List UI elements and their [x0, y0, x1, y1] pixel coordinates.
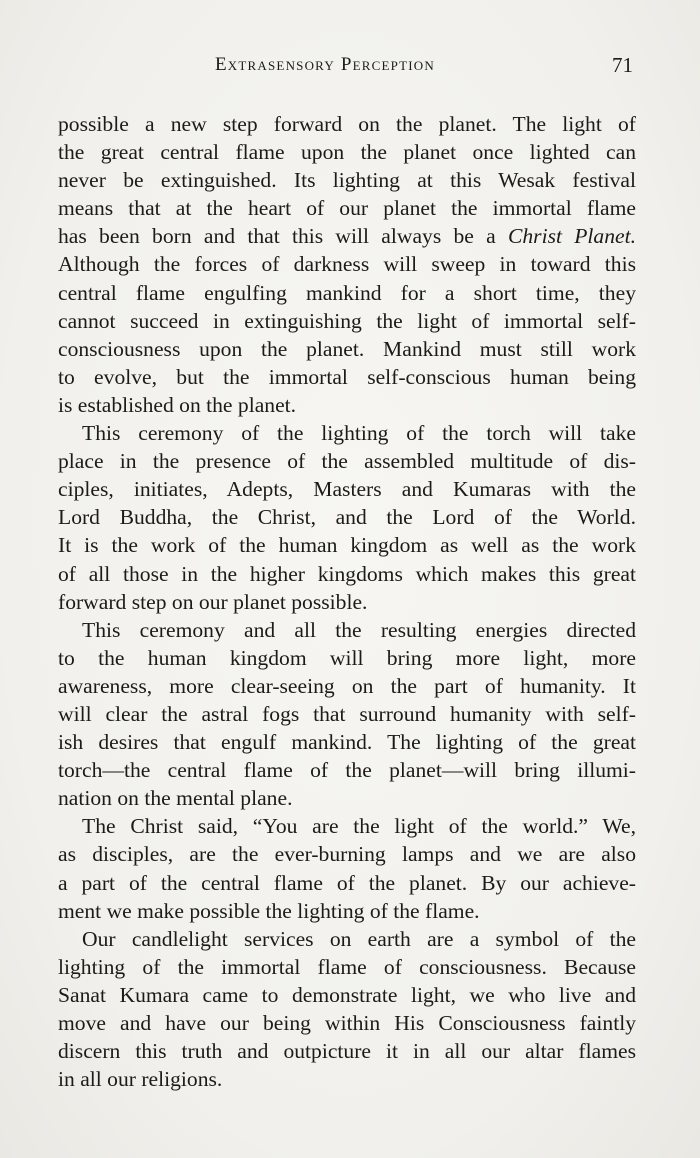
paragraph-1: [58, 110, 636, 419]
text-line: awareness, more clear-seeing on the part of humanity. It: [58, 673, 636, 698]
text-line: forward step on our planet possible.: [58, 589, 368, 614]
text-line: Our candlelight services on earth are a symbol of the: [82, 926, 636, 951]
paragraph-5: [58, 925, 636, 1094]
text-line: consciousness upon the planet. Mankind must still work: [58, 336, 636, 361]
running-title: Extrasensory Perception: [215, 54, 435, 75]
text-line: means that at the heart of our planet the immortal flame: [58, 196, 636, 221]
text-line: move and have our being within His Consciousness faintly: [58, 1011, 636, 1035]
text-line: This ceremony and all the resulting energies directed: [82, 617, 636, 642]
text-line: possible a new step forward on the planet. The light of: [58, 112, 636, 136]
text-line: to the human kingdom will bring more light, more: [58, 645, 636, 670]
text-line: will clear the astral fogs that surround humanity with self-: [58, 701, 636, 726]
page-number: 71: [612, 53, 633, 77]
text-line: central flame engulfing mankind for a short time, they: [58, 280, 636, 305]
text-line: discern this truth and outpicture it in all our altar flames: [58, 1039, 636, 1064]
text-line: in all our religions.: [58, 1067, 223, 1092]
paragraph-3: [58, 616, 636, 813]
text-line: lighting of the immortal flame of consciousness. Because: [58, 954, 636, 979]
text-line: place in the presence of the assembled multitude of dis-: [58, 449, 636, 474]
paragraph-2: [58, 419, 636, 616]
text-line: never be extinguished. Its lighting at this Wesak festival: [58, 168, 636, 193]
running-head: [0, 50, 700, 80]
text-line: The Christ said, “You are the light of the world.” We,: [82, 814, 636, 839]
body-text: [58, 110, 636, 1093]
text-line: Lord Buddha, the Christ, and the Lord of the World.: [58, 505, 636, 530]
text-line-with-italic: [58, 222, 636, 250]
paragraph-4: [58, 812, 636, 924]
text-line: to evolve, but the immortal self-conscious human being: [58, 364, 636, 389]
text-line: ciples, initiates, Adepts, Masters and Kumaras with the: [58, 477, 636, 502]
text-line: the great central flame upon the planet once lighted can: [58, 140, 636, 165]
text-line: torch—the central flame of the planet—will bring illumi-: [58, 758, 636, 783]
text-line: cannot succeed in extinguishing the light of immortal self-: [58, 308, 636, 333]
italic-phrase: Christ Planet.: [507, 224, 636, 249]
text-fragment: has been born and that this will always be a: [58, 224, 496, 249]
text-line: of all those in the higher kingdoms which makes this great: [58, 561, 636, 586]
text-line: Although the forces of darkness will sweep in toward this: [58, 252, 636, 277]
text-line: nation on the mental plane.: [58, 786, 293, 811]
text-line: ish desires that engulf mankind. The lighting of the great: [58, 730, 636, 755]
text-line: ment we make possible the lighting of the flame.: [58, 898, 480, 923]
text-line: a part of the central flame of the planet. By our achieve-: [58, 870, 636, 895]
text-line: is established on the planet.: [58, 392, 297, 417]
text-line: This ceremony of the lighting of the torch will take: [82, 421, 636, 446]
text-line: as disciples, are the ever-burning lamps and we are also: [58, 842, 636, 867]
text-line: It is the work of the human kingdom as well as the work: [58, 533, 636, 558]
text-line: Sanat Kumara came to demonstrate light, we who live and: [58, 982, 636, 1007]
